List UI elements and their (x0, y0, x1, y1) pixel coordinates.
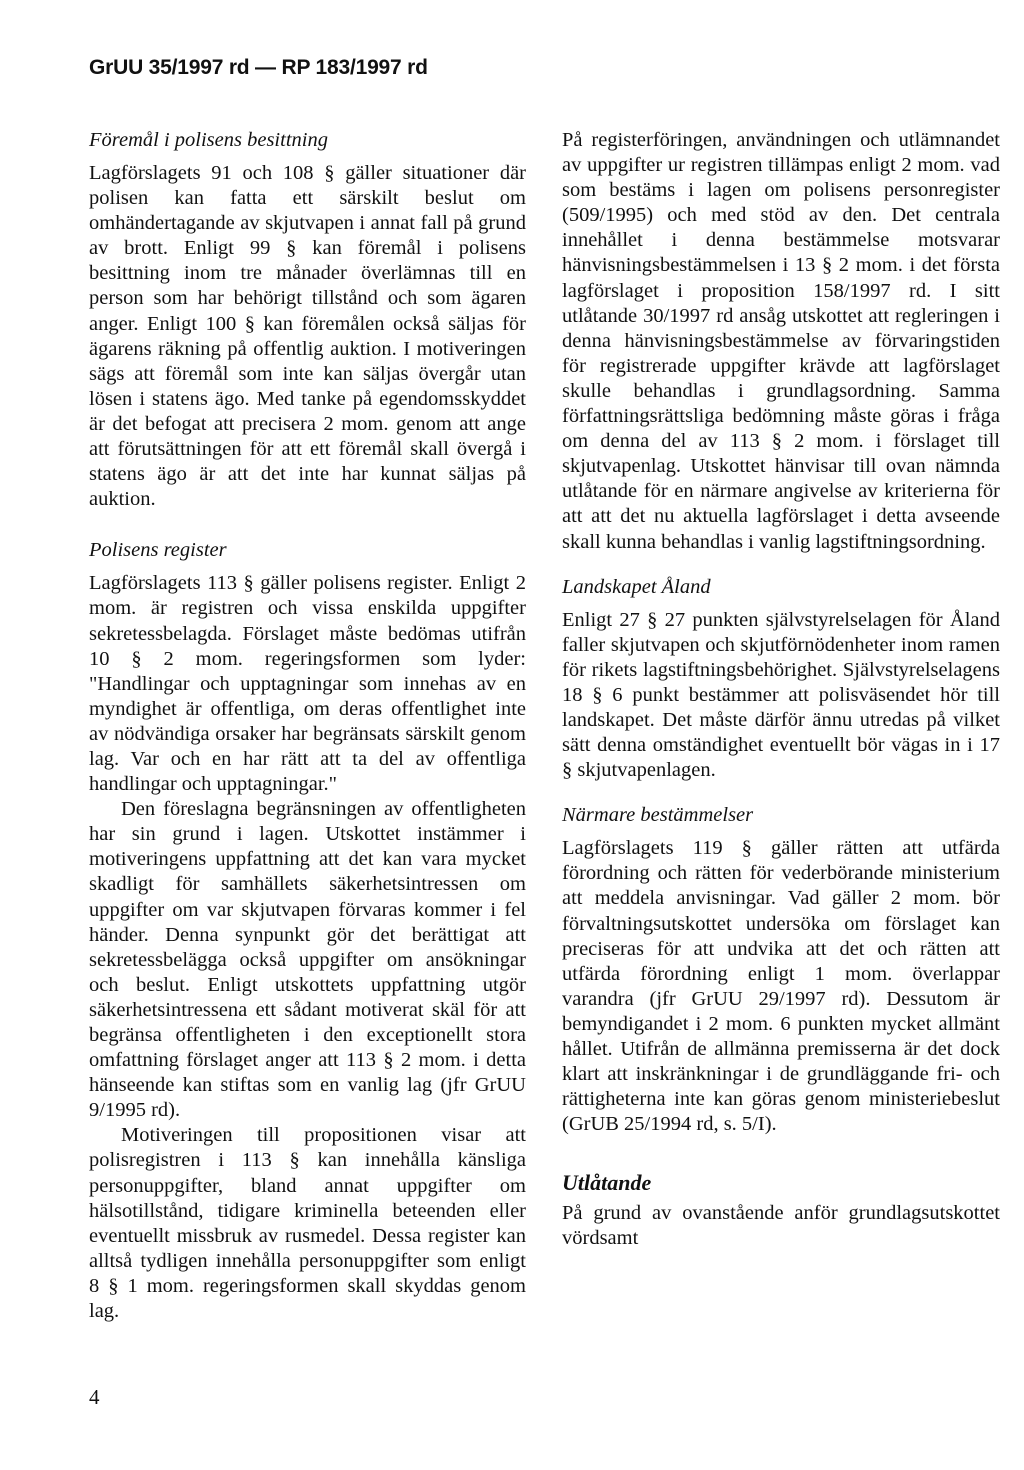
left-column (89, 128, 526, 1324)
section-heading-polisens-register: Polisens register (89, 539, 227, 562)
section-heading-aland: Landskapet Åland (562, 575, 711, 598)
paragraph-aland: Enligt 27 § 27 punkten självstyrelselagen för Åland faller skjutvapen och skjutförnödenheter inom ramen för rikets lagstiftningsbehörighet. Självstyrelselagens 18 § 6 punkt bestämmer att polisväsendet hör till landskapet. Det måste därför ännu utredas på vilket sätt denna omständighet eventuellt bör vägas in i 17 § skjutvapenlagen. (562, 608, 1000, 782)
page-number: 4 (89, 1385, 100, 1409)
section-heading-narmare-bestammelser: Närmare bestämmelser (562, 804, 754, 827)
paragraph-utlatande: På grund av ovanstående anför grundlagsutskottet vördsamt (562, 1202, 1000, 1250)
paragraph-foremal: Lagförslagets 91 och 108 § gäller situationer där polisen kan fatta ett särskilt beslut om omhändertagande av skjutvapen i annat fall på grund av brott. Enligt 99 § kan föremål i polisens besittning inom tre månader överlämnas till en person som har behörigt tillstånd och som ägaren anger. Enligt 100 § kan föremålen också säljas för ägarens räkning på offentlig auktion. I motiveringen sägs att föremål som inte kan säljas övergår utan lösen i statens ägo. Med tanke på egendomsskyddet är det befogat att precisera 2 mom. genom att ange att förutsättningen för att ett föremål skall övergå i statens ägo är att det inte har kunnat säljas på auktion. (89, 162, 526, 511)
paragraph-narmare-bestammelser: Lagförslagets 119 § gäller rätten att utfärda förordning och rätten för vederbörande ministerium att meddela anvisningar. Vad gäller 2 mom. bör förvaltningsutskottet undersöka om förslaget kan preciseras för att undvika att det och rätten att utfärda förordning enligt 1 mom. överlappar varandra (jfr GrUU 29/1997 rd). Dessutom är bemyndigandet i 2 mom. 6 punkten mycket allmänt hållet. Utifrån de allmänna premisserna är det dock klart att inskränkningar i de grundläggande fri- och rättigheterna inte kan göras genom ministeriebeslut (GrUB 25/1994 rd, s. 5/I). (562, 837, 1000, 1136)
right-column (562, 128, 1000, 1252)
section-heading-utlatande: Utlåtande (562, 1170, 652, 1196)
paragraph-register-2: Den föreslagna begränsningen av offentligheten har sin grund i lagen. Utskottet instämmer i motiveringens uppfattning att det kan vara mycket skadligt för samhällets säkerhetsintressen om uppgifter om var skjutvapen förvaras kommer i fel händer. Denna synpunkt gör det berättigat att sekretessbelägga också uppgifter om ansökningar och beslut. Enligt utskottets uppfattning utgör säkerhetsintressena ett sådant motiverat skäl för att begränsa offentligheten i den exceptionellt stora omfattning förslaget anger att 113 § 2 mom. i detta hänseende kan stiftas som en vanlig lag (jfr GrUU 9/1995 rd). (89, 798, 526, 1122)
paragraph-register-3: Motiveringen till propositionen visar att polisregistren i 113 § kan innehålla känsliga personuppgifter, bland annat uppgifter om hälsotillstånd, tidigare kriminella beteenden eller eventuellt missbruk av rusmedel. Dessa register kan alltså tydligen innehålla personuppgifter som enligt 8 § 1 mom. regeringsformen skall skyddas genom lag. (89, 1124, 526, 1323)
section-heading-foremal: Föremål i polisens besittning (89, 129, 328, 151)
paragraph-registerforing: På registerföringen, användningen och utlämnandet av uppgifter ur registren tillämpas enligt 2 mom. vad som bestäms i lagen om polisens personregister (509/1995) och med stöd av den. Det centrala innehållet i denna bestämmelse motsvarar hänvisningsbestämmelsen i 13 § 2 mom. i det första lagförslaget i proposition 158/1997 rd. I sitt utlåtande 30/1997 rd ansåg utskottet att regleringen i denna hänvisningsbestämmelse av förvaringstiden för registrerade uppgifter krävde att lagförslaget skulle behandlas i grundlagsordning. Samma författningsrättsliga bedömning måste göras i fråga om denna del av 113 § 2 mom. i förslaget till skjutvapenlag. Utskottet hänvisar till ovan nämnda utlåtande för en närmare angivelse av kriterierna för att att det nu aktuella lagförslaget i detta avseende skall kunna behandlas i vanlig lagstiftningsordning. (562, 129, 1000, 553)
running-head: GrUU 35/1997 rd — RP 183/1997 rd (89, 56, 428, 79)
paragraph-register-1: Lagförslagets 113 § gäller polisens register. Enligt 2 mom. är registren och vissa enskilda uppgifter sekretessbelagda. Förslaget måste bedömas utifrån 10 § 2 mom. regeringsformen som lyder: "Handlingar och upptagningar som innehas av en myndighet är offentliga, om deras offentlighet inte av nödvändiga orsaker har begränsats särskilt genom lag. Var och en har rätt att ta del av offentliga handlingar och upptagningar." (89, 572, 526, 796)
